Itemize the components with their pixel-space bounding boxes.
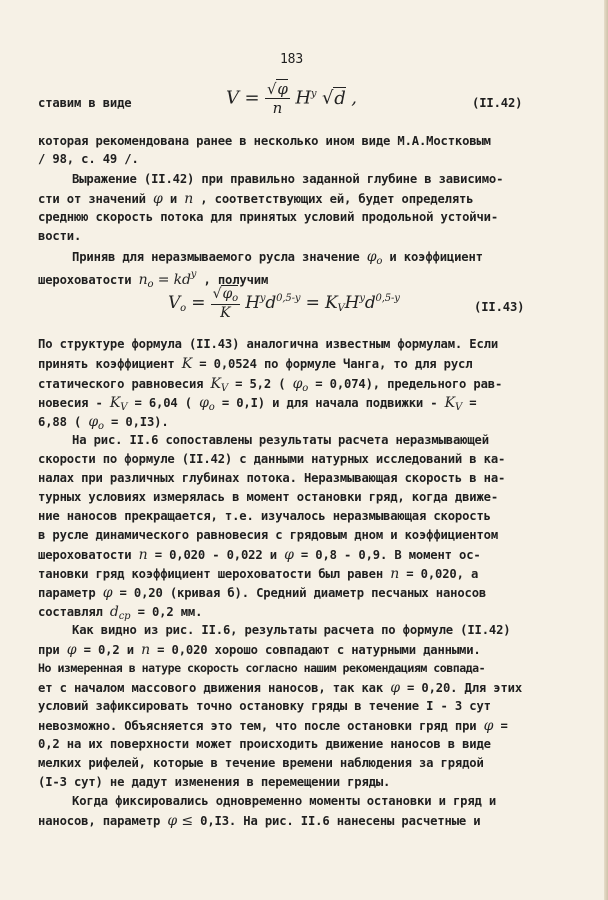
text-line: / 98, с. 49 /. — [38, 152, 139, 166]
text-line: 0,2 на их поверхности может происходить движение наносов в виде — [38, 737, 491, 751]
text-line: составлял $d_{cp} = 0,2$ мм. — [38, 604, 203, 622]
text-line: Выражение (II.42) при правильно заданной глубине в зависимо- — [72, 172, 504, 186]
page-number: 183 — [280, 52, 304, 67]
text-line: ние наносов прекращается, т.е. изучалось неразмывающая скорость — [38, 509, 491, 523]
text-line: которая рекомендована ранее в несколько ином виде М.А.Мостковым — [38, 134, 491, 148]
text-line: (I-3 сут) не дадут изменения в перемещении гряды. — [38, 775, 391, 789]
text-line: в русле динамического равновесия с грядовым дном и коэффициентом — [38, 528, 498, 542]
text-line: По структуре формула (II.43) аналогична известным формулам. Если — [38, 337, 498, 351]
equation-number: (II.42) — [472, 96, 523, 110]
page-edge — [604, 0, 608, 900]
text-line: На рис. II.6 сопоставлены результаты расчета неразмывающей — [72, 433, 489, 447]
text-line: ет с началом массового движения наносов, так как φ = 0,20. Для этих — [38, 680, 523, 696]
text-line: параметр φ = 0,20 (кривая б). Средний диаметр песчаных наносов — [38, 585, 487, 601]
formula-ii-42: V = $\frac{√\varphi}{n}$ $H^y$ √d , — [226, 80, 357, 117]
text-line: вости. — [38, 229, 82, 243]
text-line: среднюю скорость потока для принятых условий продольной устойчи- — [38, 210, 498, 224]
text-line: новесия - $K_V = 6,04$ ( $\varphi_o = 0,I$) и для начала подвижки - $K_V$ = — [38, 395, 477, 413]
text-line: при φ = 0,2 и n = 0,020 хорошо совпадают с натурными данными. — [38, 642, 481, 658]
text-line: 6,88 ( $\varphi_o = 0,I3$). — [38, 414, 169, 432]
text-line: шероховатости n = 0,020 - 0,022 и φ = 0,8 - 0,9. В момент ос- — [38, 547, 481, 563]
text-line: принять коэффициент K = 0,0524 по формуле Чанга, то для русл — [38, 356, 473, 372]
text-line: турных условиях измерялась в момент остановки гряд, когда движе- — [38, 490, 498, 504]
text-line: мелких рифелей, которые в течение времени наблюдения за грядой — [38, 756, 484, 770]
text-line: сти от значений φ и n , соответствующих ей, будет определять — [38, 191, 474, 207]
text-line: Как видно из рис. II.6, результаты расчета по формуле (II.42) — [72, 623, 511, 637]
text-line: условий зафиксировать точно остановку гряды в течение I - 3 сут — [38, 699, 491, 713]
text-line: скорости по формуле (II.42) с данными натурных исследований в ка- — [38, 452, 506, 466]
text-line: Приняв для неразмываемого русла значение $\varphi_o$ и коэффициент — [72, 249, 483, 267]
text-line: Но измеренная в натуре скорость согласно нашим рекомендациям совпада- — [38, 661, 486, 675]
text-line: Когда фиксировались одновременно моменты остановки и гряд и — [72, 794, 497, 808]
text-line: невозможно. Объясняется это тем, что после остановки гряд при φ = — [38, 718, 508, 734]
text-line: наносов, параметр φ ≤ 0,I3. На рис. II.6 нанесены расчетные и — [38, 813, 481, 829]
text-line: шероховатости $n_o = kd^y$ , получим — [38, 269, 269, 290]
equation-number: (II.43) — [474, 300, 525, 314]
formula-ii-43: $V_o$ = $\frac{√\varphi_o}{K}$ $H^yd^{0,5-y} = K_VH^yd^{0,5-y}$ — [168, 286, 400, 321]
text-line: тановки гряд коэффициент шероховатости был равен n = 0,020, а — [38, 566, 479, 582]
text-line: налах при различных глубинах потока. Неразмывающая скорость в на- — [38, 471, 506, 485]
text-line: ставим в виде — [38, 96, 132, 110]
text-line: статического равновесия $K_V = 5,2$ ( $\varphi_o = 0,074$), предельного рав- — [38, 376, 503, 394]
